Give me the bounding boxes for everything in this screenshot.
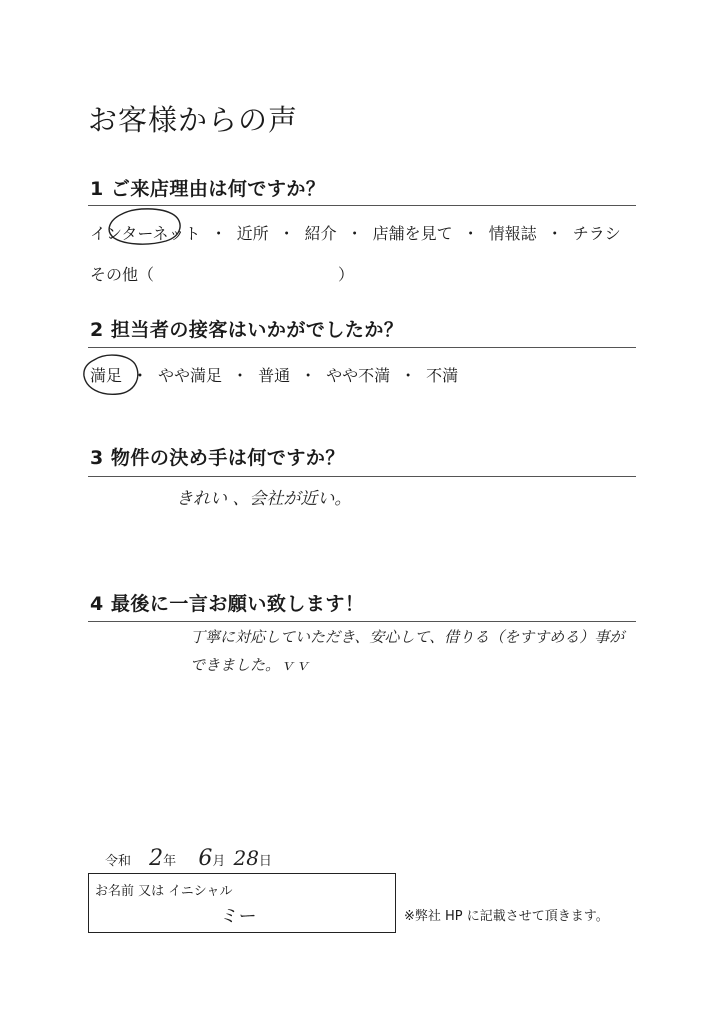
q1-option-internet[interactable]: インターネット [90,224,201,243]
q2-option-satisfied[interactable]: 満足 [90,366,123,385]
q1-option-saw-store[interactable]: 店舗を見て [372,224,453,243]
date-month-unit: 月 [212,854,226,869]
name-value: ミー [219,906,255,927]
q1-other-close: ） [338,265,355,284]
q2-option-dissatisfied[interactable]: 不満 [426,366,459,385]
q2-option-somewhat-satisfied[interactable]: やや満足 [158,366,223,385]
divider-q3 [88,476,636,477]
q1-other-label: その他（ [90,265,155,284]
q1-option-flyer[interactable]: チラシ [572,224,621,243]
q3-handwritten-answer: きれい 、会社が近い。 [176,489,352,509]
question-4: 4 最後に一言お願い致します！ [90,593,365,615]
date-era: 令和 [105,854,132,869]
q2-option-normal[interactable]: 普通 [258,366,291,385]
circle-mark-internet [100,206,190,246]
divider-q4 [88,621,636,622]
name-label: お名前 又は イニシャル [95,884,233,899]
date-month[interactable]: 6 [198,846,213,871]
q1-other [90,262,354,285]
q1-option-referral[interactable]: 紹介 [304,224,337,243]
date-row [105,846,272,871]
date-day[interactable]: 28 [233,846,259,870]
name-box[interactable] [88,873,396,933]
q1-option-neighborhood[interactable]: 近所 [236,224,269,243]
date-day-unit: 日 [258,854,272,869]
page-title: お客様からの声 [88,103,299,137]
q1-options: インターネット ・ 近所 ・ 紹介 ・ 店舗を見て ・ 情報誌 ・ チラシ [90,224,621,243]
q2-option-somewhat-dissatisfied[interactable]: やや不満 [326,366,391,385]
publication-note: ※弊社 HP に記載させて頂きます。 [404,909,609,924]
circle-mark-satisfied [80,350,146,400]
date-year-unit: 年 [163,854,177,869]
q1-option-magazine[interactable]: 情報誌 [488,224,537,243]
divider-q2 [88,347,636,348]
q2-options: 満足 ・ やや満足 ・ 普通 ・ やや不満 ・ 不満 [90,366,459,385]
date-year[interactable]: 2 [149,846,164,871]
question-3: 3 物件の決め手は何ですか？ [90,447,345,469]
question-2: 2 担当者の接客はいかがでしたか？ [90,319,404,341]
q4-handwritten-answer-line1: 丁寧に対応していただき、安心して、借りる（をすすめる）事が [190,628,625,646]
q4-handwritten-answer-line2: できました。ｖｖ [190,656,311,674]
question-1: 1 ご来店理由は何ですか？ [90,178,326,200]
